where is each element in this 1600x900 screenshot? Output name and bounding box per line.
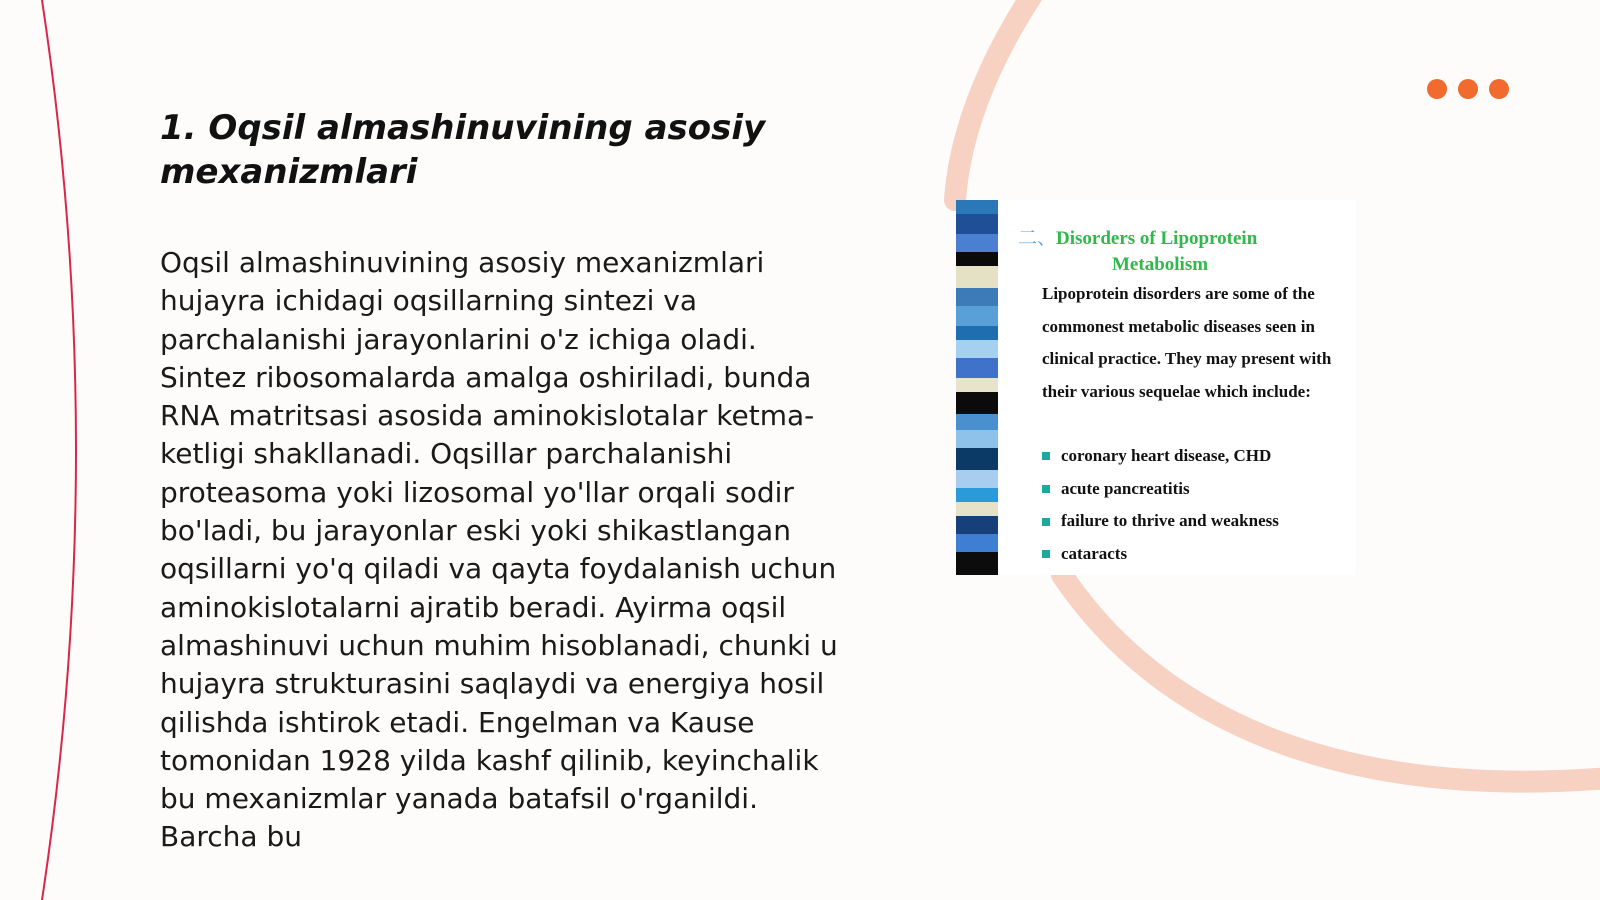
dot-1 (1427, 79, 1447, 99)
body-paragraph: Oqsil almashinuvining asosiy mexanizmlari hujayra ichidagi oqsillarning sintezi va parchalanishi jarayonlarini o'z ichiga oladi. Sintez ribosomalarda amalga oshiriladi, bunda RNA matritsasi asosida aminokislotalar ketma-ketligi shakllanadi. Oqsillar parchalanishi proteasoma yoki lizosomal yo'llar orqali sodir bo'ladi, bu jarayonlar eski yoki shikastlangan oqsillarni yo'q qiladi va qayta foydalanish uchun aminokislotalarni ajratib beradi. Ayirma oqsil almashinuvi uchun muhim hisoblanadi, chunki u hujayra strukturasini saqlaydi va energiya hosil qilishda ishtirok etadi. Engelman va Kause tomonidan 1928 yilda kashf qilinib, keyinchalik bu mexanizmlar yanada batafsil o'rganildi. Barcha bu (160, 246, 838, 854)
left-accent-line (42, 0, 76, 900)
decorative-color-strip (956, 200, 998, 575)
menu-dots-icon[interactable] (1427, 79, 1509, 99)
dot-3 (1489, 79, 1509, 99)
list-item (1042, 473, 1279, 506)
image-bullet-list (1042, 440, 1279, 571)
square-bullet-icon (1042, 518, 1050, 526)
list-item-text: cataracts (1061, 544, 1128, 564)
list-item (1042, 538, 1279, 571)
heading-line2: Metabolism (1112, 254, 1209, 275)
page-title: 1. Oqsil almashinuvining asosiy mexanizmlari (160, 108, 766, 192)
square-bullet-icon (1042, 485, 1050, 493)
square-bullet-icon (1042, 452, 1050, 460)
list-item-text: acute pancreatitis (1061, 478, 1190, 498)
peach-arc-top (955, 0, 1032, 200)
list-item-text: coronary heart disease, CHD (1061, 446, 1272, 465)
heading-line1: Disorders of Lipoprotein (1056, 228, 1258, 249)
list-item (1042, 505, 1279, 538)
list-item (1042, 440, 1279, 473)
image-heading (1018, 226, 1338, 278)
list-item-text: failure to thrive and weakness (1061, 511, 1279, 531)
peach-arc-bottom (1062, 575, 1600, 782)
dot-2 (1458, 79, 1478, 99)
image-paragraph: Lipoprotein disorders are some of the commonest metabolic diseases seen in clinical practice. They may present with their various sequelae which include: (1042, 284, 1332, 402)
heading-prefix: 二、 (1018, 228, 1057, 249)
square-bullet-icon (1042, 550, 1050, 558)
